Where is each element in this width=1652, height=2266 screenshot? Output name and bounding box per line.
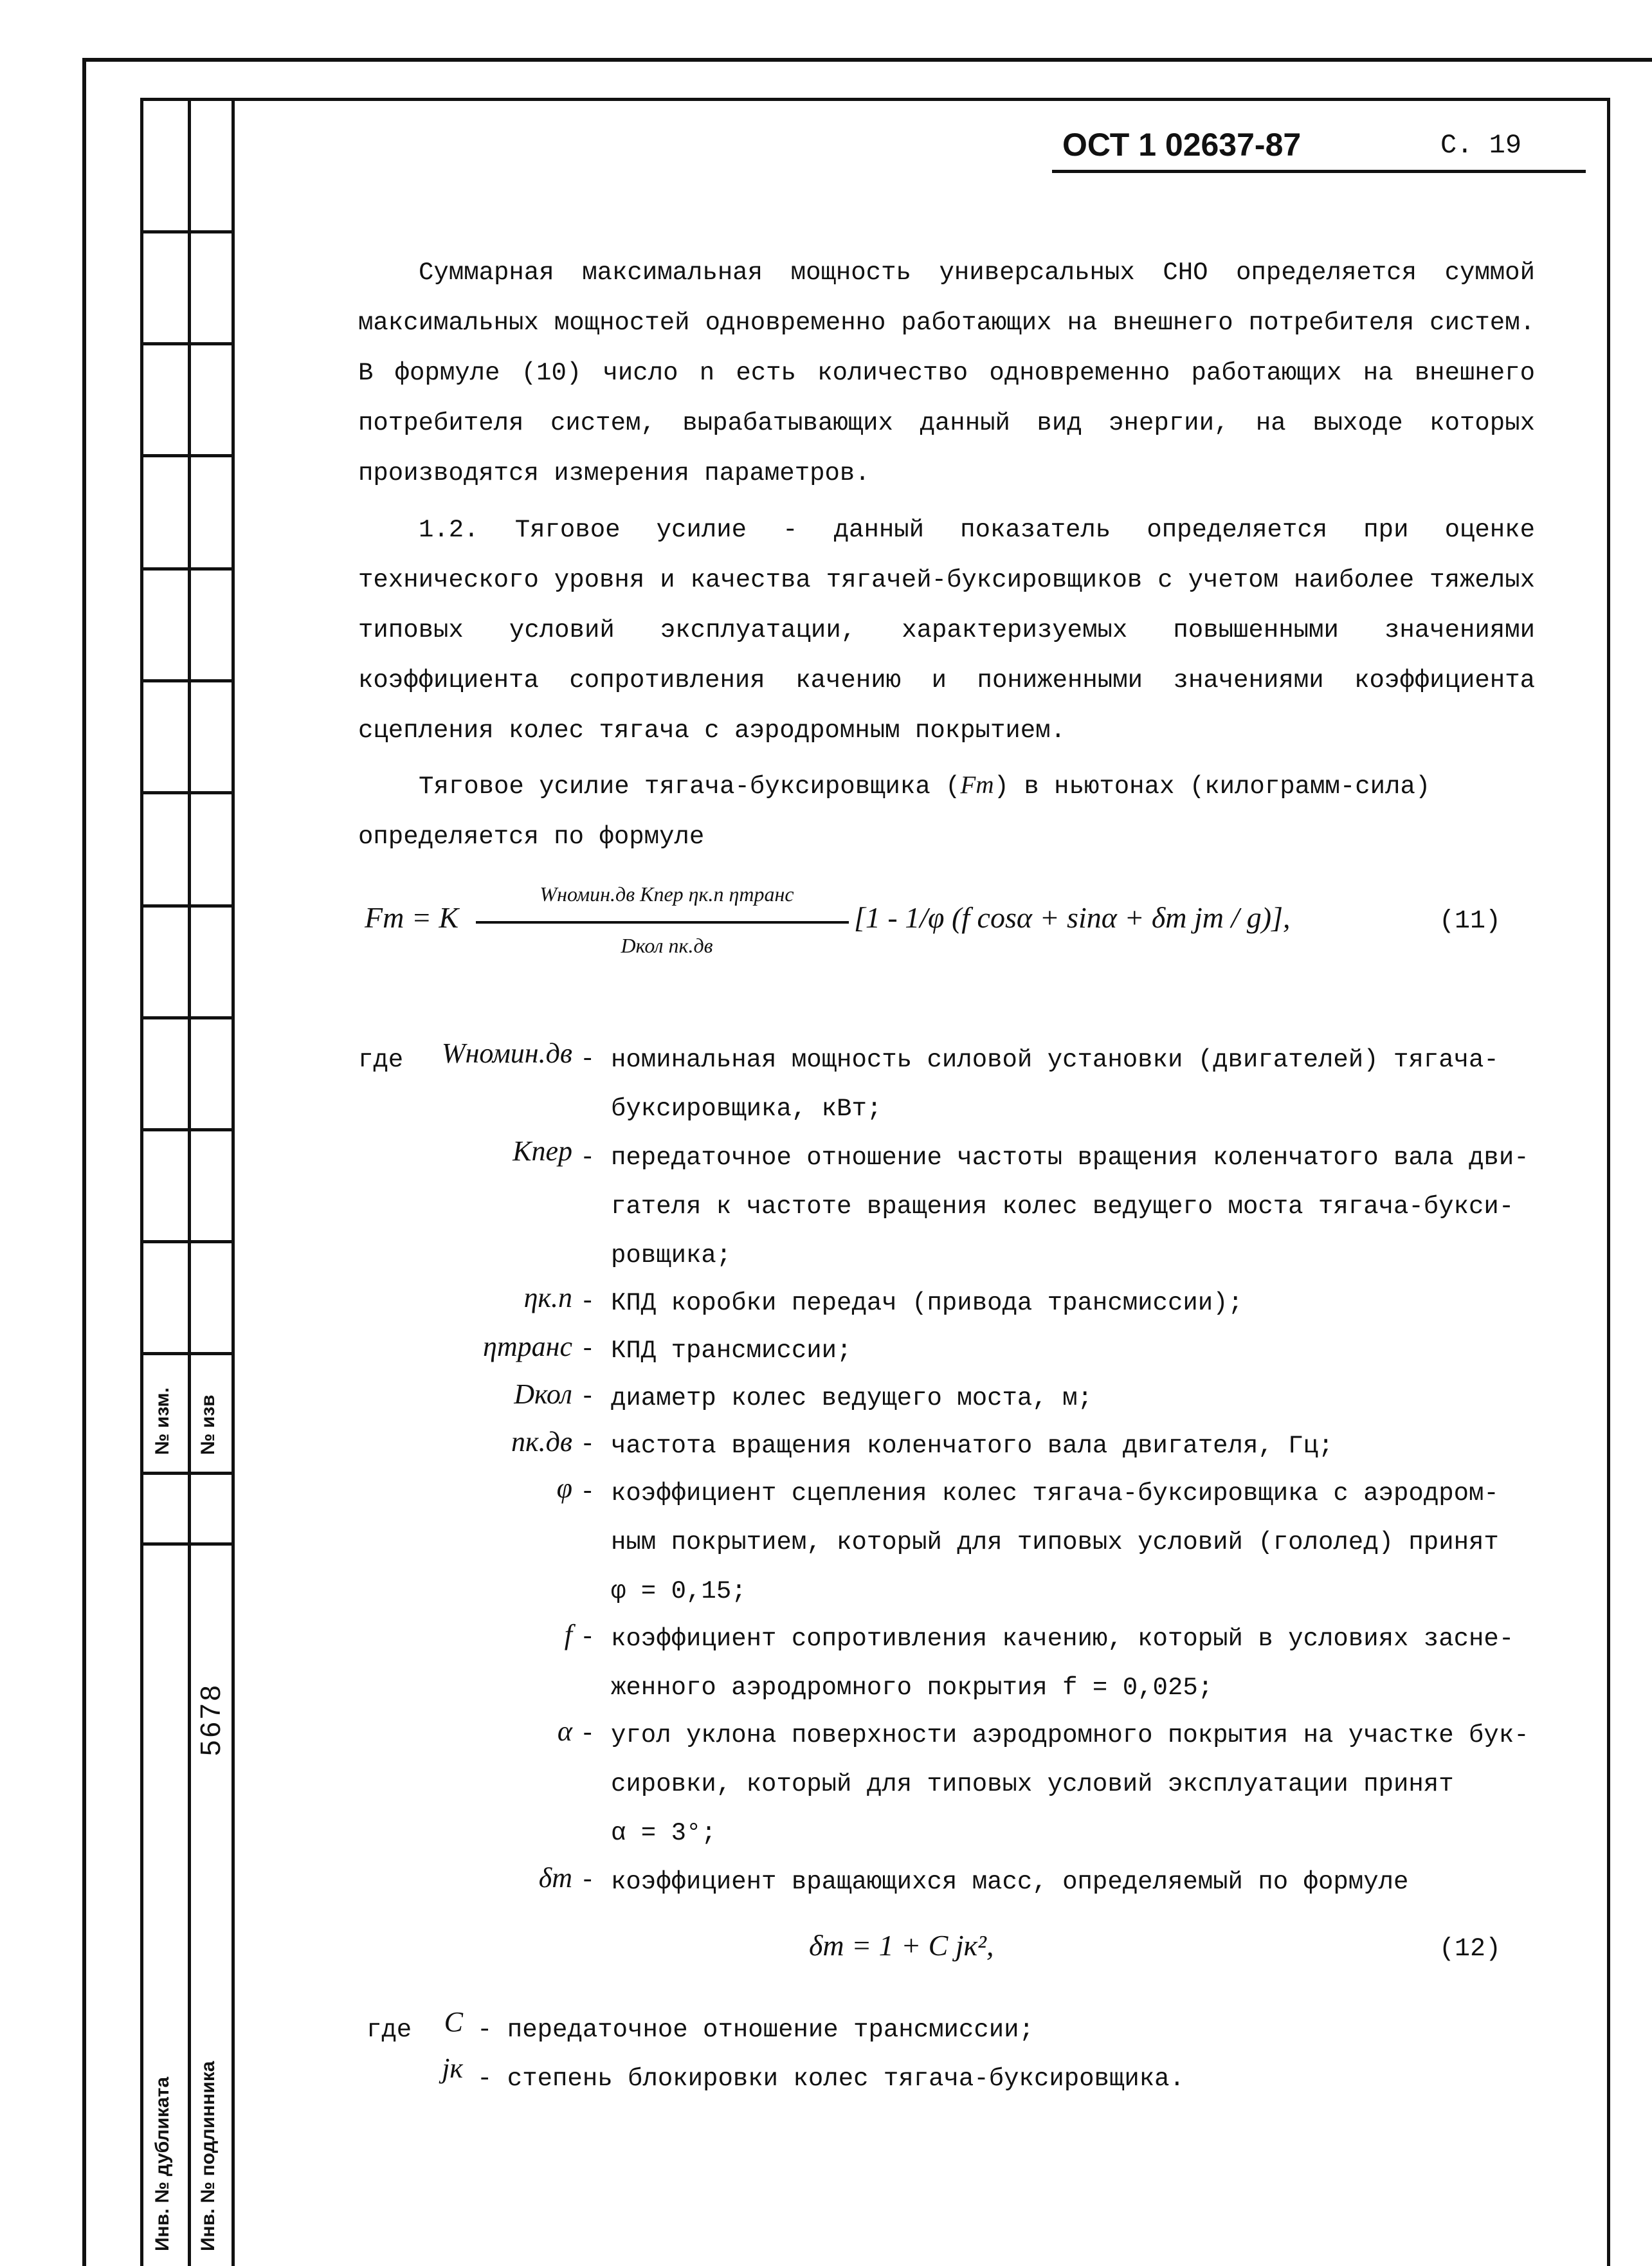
sidebar-cell-line: [143, 1472, 231, 1475]
symbol-eta-trans: ηтранс: [483, 1331, 572, 1362]
def-jk: - степень блокировки колес тягача-буксировщика.: [477, 2065, 1185, 2093]
formula-11-denominator: Dкол nк.дв: [621, 934, 713, 957]
def-dash: -: [580, 1478, 595, 1506]
sidebar-label-podlinnik: Инв. № подлинника: [197, 2061, 219, 2251]
sidebar-cell-line: [143, 342, 231, 345]
def-k-per: передаточное отношение частоты вращения коленчатого вала дви- гателя к частоте вращения колес ведущего моста тягача-букси- ровщика;: [611, 1144, 1529, 1270]
def-phi: коэффициент сцепления колес тягача-буксировщика с аэродром- ным покрытием, который для типовых условий (гололед) принят φ = 0,15;: [611, 1479, 1499, 1605]
document-code: ОСТ 1 02637-87: [1062, 127, 1302, 163]
paragraph-3: Тяговое усилие тягача-буксировщика (Fт) в ньютонах (килограмм-сила) определяется по формуле: [358, 771, 1431, 851]
page-number: С. 19: [1440, 130, 1522, 161]
sidebar-divider-2: [231, 98, 235, 2266]
where-label: где: [358, 1046, 404, 1074]
formula-11-left: Fт = K: [365, 901, 459, 934]
def-eta-kp: КПД коробки передач (привода трансмиссии);: [611, 1289, 1243, 1317]
def-eta-trans: КПД трансмиссии;: [611, 1337, 852, 1365]
def-dash: -: [580, 1430, 595, 1459]
sidebar-cell-line: [143, 1240, 231, 1243]
sidebar-cell-line: [143, 1352, 231, 1355]
paragraph-1: Суммарная максимальная мощность универсальных СНО определяется суммой максимальных мощностей одновременно работающих на внешнего потребителя систем. В формуле (10) число n есть количество одновременно работающих на внешнего потребителя систем, вырабатывающих данный вид энергии, на выходе которых производятся измерения параметров.: [358, 259, 1535, 488]
sidebar-cell-line: [143, 791, 231, 794]
equation-number-12: (12): [1439, 1935, 1502, 1964]
outer-frame-top: [82, 58, 1652, 62]
symbol-k-per: Kпер: [513, 1135, 572, 1167]
sidebar-cell-line: [143, 679, 231, 682]
sidebar-cell-line: [143, 454, 231, 457]
symbol-jk: jк: [442, 2052, 463, 2084]
where-label-2: где: [367, 2016, 412, 2044]
def-f: коэффициент сопротивления качению, который в условиях засне- женного аэродромного покрытия f = 0,025;: [611, 1625, 1514, 1702]
sidebar-cell-line: [143, 567, 231, 571]
sidebar-cell-line: [143, 1016, 231, 1019]
sidebar-cell-line: [143, 904, 231, 908]
formula-12: δт = 1 + C jк²,: [809, 1929, 994, 1962]
formula-11-bracket: [1 - 1/φ (f cosα + sinα + δт jт / g)],: [854, 901, 1291, 934]
sidebar-divider-1: [188, 98, 191, 2266]
symbol-c: C: [444, 2006, 463, 2038]
symbol-n-kdv: nк.дв: [511, 1426, 572, 1457]
paragraph-2: 1.2. Тяговое усилие - данный показатель определяется при оценке технического уровня и качества тягачей-буксировщиков с учетом наиболее тяжелых типовых условий эксплуатации, характеризуемых повышенными значениями коэффициента сопротивления качению и пониженными значениями коэффициента сцепления колес тягача с аэродромным покрытием.: [358, 516, 1535, 745]
symbol-eta-kp: ηк.п: [523, 1282, 572, 1313]
fraction-bar: [476, 921, 849, 924]
equation-number-11: (11): [1439, 907, 1502, 936]
def-dash: -: [580, 1335, 595, 1364]
sidebar-cell-line: [143, 230, 231, 233]
outer-frame-left: [82, 58, 86, 2266]
formula-11-numerator: Wномин.дв Kпер ηк.п ηтранс: [540, 882, 794, 906]
def-dash: -: [580, 1144, 595, 1172]
header-rule: [1052, 170, 1586, 173]
sidebar-label-dublikat: Инв. № дубликата: [152, 2076, 173, 2251]
sidebar-label-izv: № изв: [197, 1394, 219, 1455]
def-alpha: угол уклона поверхности аэродромного покрытия на участке бук- сировки, который для типовых условий эксплуатации принят α = 3°;: [611, 1721, 1529, 1847]
def-n-kdv: частота вращения коленчатого вала двигателя, Гц;: [611, 1432, 1334, 1460]
def-c: - передаточное отношение трансмиссии;: [477, 2016, 1034, 2044]
sidebar-cell-line: [143, 1542, 231, 1546]
def-dash: -: [580, 1867, 595, 1895]
def-w-nomin: номинальная мощность силовой установки (двигателей) тягача- буксировщика, кВт;: [611, 1046, 1499, 1123]
symbol-phi: φ: [556, 1472, 572, 1504]
symbol-delta: δт: [538, 1862, 572, 1894]
symbol-d-kol: Dкол: [514, 1378, 572, 1410]
symbol-alpha: α: [557, 1715, 572, 1747]
def-dash: -: [580, 1383, 595, 1411]
sidebar-cell-line: [143, 1128, 231, 1131]
symbol-w-nomin: Wномин.дв: [441, 1037, 572, 1069]
def-dash: -: [580, 1045, 595, 1074]
sidebar-number: 5678: [195, 1683, 226, 1756]
sidebar-label-izm: № изм.: [152, 1387, 173, 1455]
def-delta: коэффициент вращающихся масс, определяемый по формуле: [611, 1868, 1409, 1896]
def-dash: -: [580, 1288, 595, 1316]
symbol-f: f: [564, 1619, 572, 1650]
def-d-kol: диаметр колес ведущего моста, м;: [611, 1384, 1093, 1412]
def-dash: -: [580, 1720, 595, 1748]
def-dash: -: [580, 1623, 595, 1652]
